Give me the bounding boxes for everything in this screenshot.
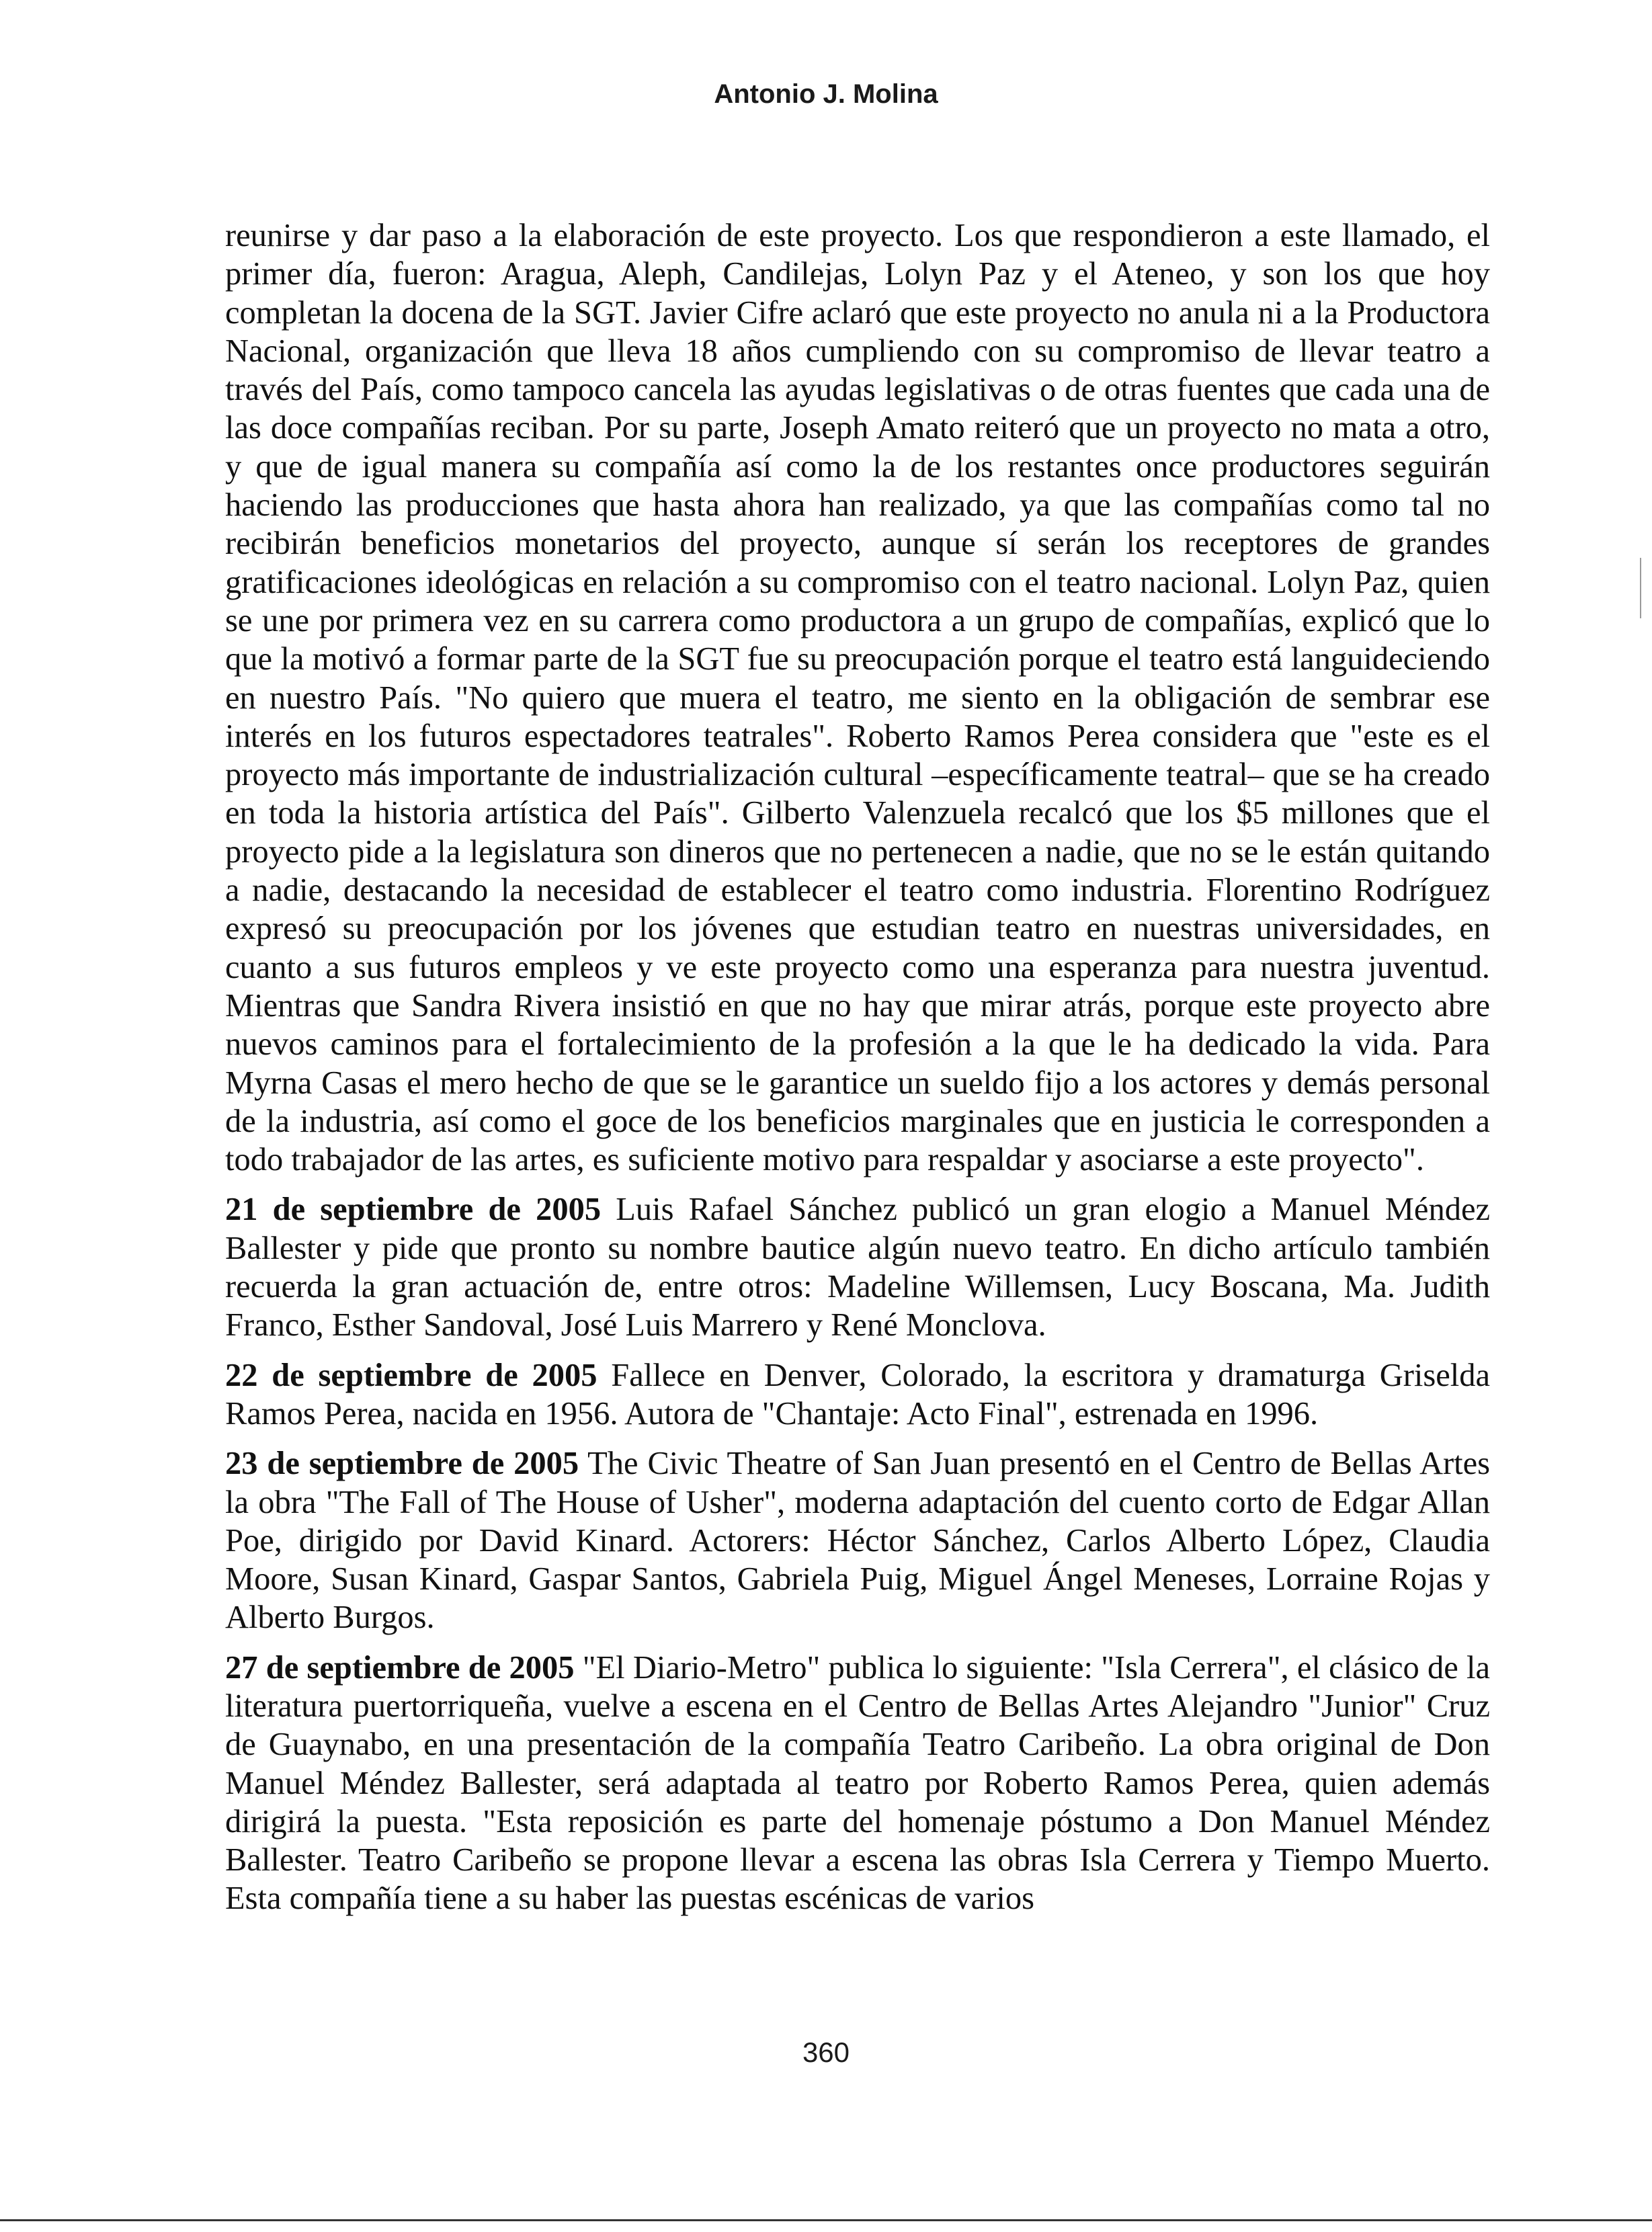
running-header: Antonio J. Molina (714, 79, 938, 109)
entry-date: 21 de septiembre de 2005 (225, 1192, 602, 1228)
entry-date: 27 de septiembre de 2005 (225, 1649, 575, 1686)
entry-date: 22 de septiembre de 2005 (225, 1357, 597, 1393)
entry-text: "El Diario-Metro" publica lo siguiente: "Isla Cerrera", el clásico de la literatura puertorriqueña, vuelve a escena en el Centro de Bellas Artes Alejandro "Junior" Cruz de Guaynabo, en una presentación de la compañía Teatro Caribeño. La obra original de Don Manuel Méndez Ballester, será adaptada al teatro por Roberto Ramos Perea, quien además dirigirá la puesta. "Esta reposición es parte del homenaje póstumo a Don Manuel Méndez Ballester. Teatro Caribeño se propone llevar a escena las obras Isla Cerrera y Tiempo Muerto. Esta compañía tiene a su haber las puestas escénicas de varios (225, 1649, 1490, 1917)
entry-paragraph (225, 1444, 1490, 1637)
entry-paragraph (225, 1356, 1490, 1434)
entry-text: The Civic Theatre of San Juan presentó en el Centro de Bellas Artes la obra "The Fall of The House of Usher", moderna adaptación del cuento corto de Edgar Allan Poe, dirigido por David Kinard. Actorers: Héctor Sánchez, Carlos Alberto López, Claudia Moore, Susan Kinard, Gaspar Santos, Gabriela Puig, Miguel Ángel Meneses, Lorraine Rojas y Alberto Burgos. (225, 1446, 1491, 1636)
entry-date: 23 de septiembre de 2005 (225, 1446, 579, 1482)
scan-margin-mark (1640, 558, 1641, 618)
intro-paragraph: reunirse y dar paso a la elaboración de este proyecto. Los que respondieron a este llamado, el primer día, fueron: Aragua, Aleph, Candilejas, Lolyn Paz y el Ateneo, y son los que hoy completan la docena de la SGT. Javier Cifre aclaró que este proyecto no anula ni a la Productora Nacional, organización que lleva 18 años cumpliendo con su compromiso de llevar teatro a través del País, como tampoco cancela las ayudas legislativas o de otras fuentes que cada una de las doce compañías reciban. Por su parte, Joseph Amato reiteró que un proyecto no mata a otro, y que de igual manera su compañía así como la de los restantes once productores seguirán haciendo las producciones que hasta ahora han realizado, ya que las compañías como tal no recibirán beneficios monetarios del proyecto, aunque sí serán los receptores de grandes gratificaciones ideológicas en relación a su compromiso con el teatro nacional. Lolyn Paz, quien se une por primera vez en su carrera como productora a un grupo de compañías, explicó que lo que la motivó a formar parte de la SGT fue su preocupación porque el teatro está languideciendo en nuestro País. "No quiero que muera el teatro, me siento en la obligación de sembrar ese interés en los futuros espectadores teatrales". Roberto Ramos Perea considera que "este es el proyecto más importante de industrialización cultural –específicamente teatral– que se ha creado en toda la historia artística del País". Gilberto Valenzuela recalcó que los $5 millones que el proyecto pide a la legislatura son dineros que no pertenecen a nadie, que no se le están quitando a nadie, destacando la necesidad de establecer el teatro como industria. Florentino Rodríguez expresó su preocupación por los jóvenes que estudian teatro en nuestras universidades, en cuanto a sus futuros empleos y ve este proyecto como una esperanza para nuestra juventud. Mientras que Sandra Rivera insistió en que no hay que mirar atrás, porque este proyecto abre nuevos caminos para el fortalecimiento de la profesión a la que le ha dedicado la vida. Para Myrna Casas el mero hecho de que se le garantice un sueldo fijo a los actores y demás personal de la industria, así como el goce de los beneficios marginales que en justicia le corresponden a todo trabajador de las artes, es suficiente motivo para respaldar y asociarse a este proyecto". (225, 218, 1490, 1178)
entry-paragraph (225, 1649, 1490, 1918)
page-number: 360 (802, 2036, 850, 2068)
entry-text: Fallece en Denver, Colorado, la escritora y dramaturga Griselda Ramos Perea, nacida en 1956. Autora de "Chantaje: Acto Final", estrenada en 1996. (225, 1357, 1491, 1432)
entry-text: Luis Rafael Sánchez publicó un gran elogio a Manuel Méndez Ballester y pide que pronto su nombre bautice algún nuevo teatro. En dicho artículo también recuerda la gran actuación de, entre otros: Madeline Willemsen, Lucy Boscana, Ma. Judith Franco, Esther Sandoval, José Luis Marrero y René Monclova. (225, 1192, 1491, 1344)
page-body (225, 216, 1490, 1918)
entry-paragraph (225, 1190, 1490, 1344)
bottom-rule (0, 2219, 1652, 2221)
